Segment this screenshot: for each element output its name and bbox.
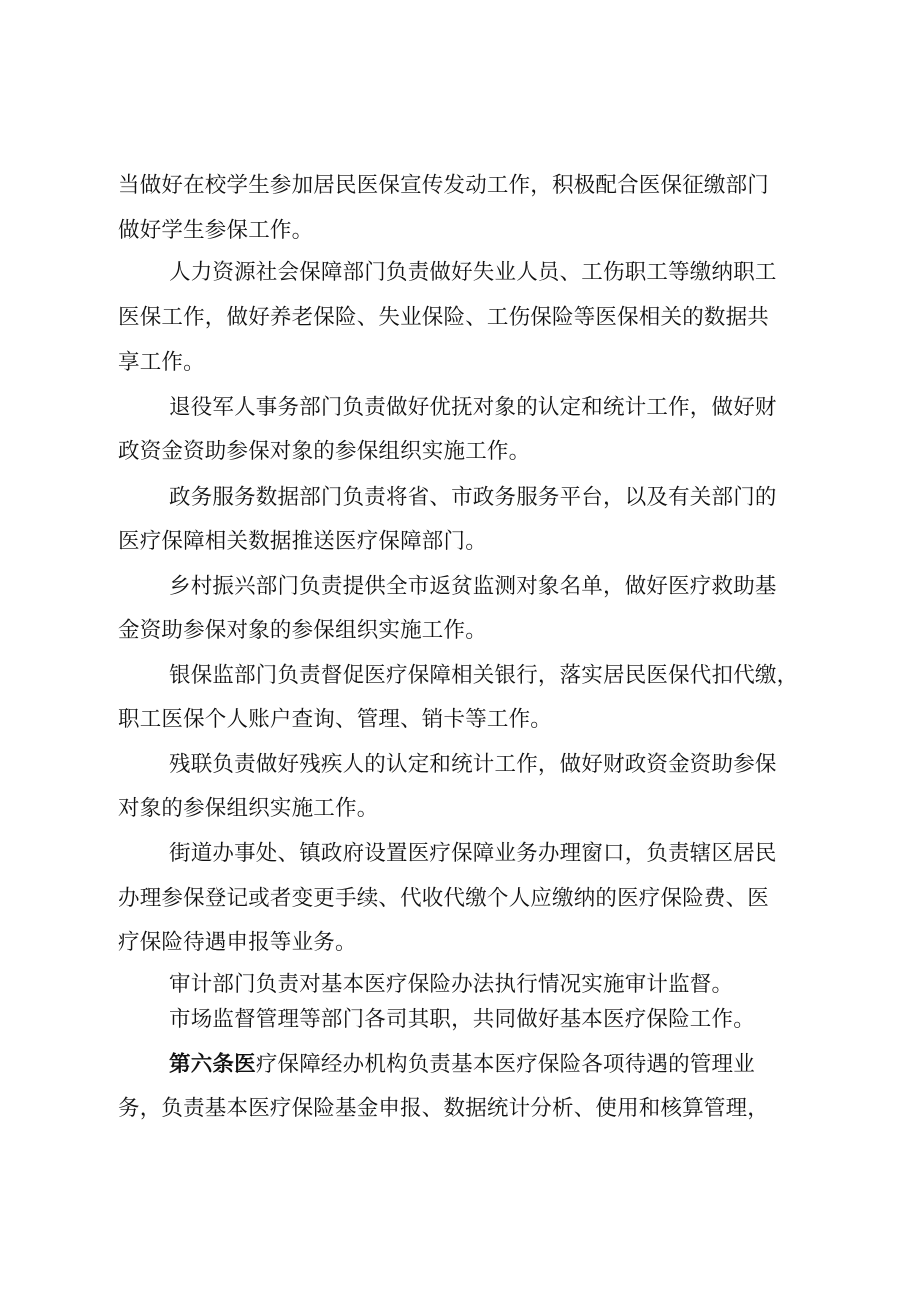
text-line-20: 市场监督管理等部门各司其职，共同做好基本医疗保险工作。	[169, 1007, 755, 1032]
text-line-13: 职工医保个人账户查询、管理、销卡等工作。	[118, 707, 553, 732]
text-line-16: 街道办事处、镇政府设置医疗保障业务办理窗口，负责辖区居民	[169, 841, 777, 866]
text-line-14: 残联负责做好残疾人的认定和统计工作，做好财政资金资助参保	[169, 752, 777, 777]
text-line-17: 办理参保登记或者变更手续、代收代缴个人应缴纳的医疗保险费、医	[118, 886, 770, 911]
text-line-18: 疗保险待遇申报等业务。	[118, 930, 357, 955]
text-line-4: 医保工作，做好养老保险、失业保险、工伤保险等医保相关的数据共	[118, 305, 770, 330]
text-line-2: 做好学生参保工作。	[118, 218, 314, 243]
text-line-7: 政资金资助参保对象的参保组织实施工作。	[118, 439, 531, 464]
article-6-line	[169, 1050, 869, 1080]
article-6-text: 疗保障经办机构负责基本医疗保险各项待遇的管理业	[255, 1052, 755, 1077]
text-line-9: 医疗保障相关数据推送医疗保障部门。	[118, 529, 487, 554]
article-6-heading: 第六条医	[169, 1052, 256, 1077]
text-line-12: 银保监部门负责督促医疗保障相关银行，落实居民医保代扣代缴，	[169, 663, 799, 688]
text-line-10: 乡村振兴部门负责提供全市返贫监测对象名单，做好医疗救助基	[169, 574, 777, 599]
text-line-1: 当做好在校学生参加居民医保宣传发动工作，积极配合医保征缴部门	[118, 173, 770, 198]
text-line-8: 政务服务数据部门负责将省、市政务服务平台，以及有关部门的	[169, 485, 777, 510]
text-line-15: 对象的参保组织实施工作。	[118, 796, 379, 821]
text-line-last: 务，负责基本医疗保险基金申报、数据统计分析、使用和核算管理，	[118, 1096, 770, 1121]
text-line-3: 人力资源社会保障部门负责做好失业人员、工伤职工等缴纳职工	[169, 260, 777, 285]
text-line-11: 金资助参保对象的参保组织实施工作。	[118, 618, 487, 643]
text-line-19: 审计部门负责对基本医疗保险办法执行情况实施审计监督。	[169, 972, 734, 997]
text-line-5: 享工作。	[118, 350, 205, 375]
text-line-6: 退役军人事务部门负责做好优抚对象的认定和统计工作，做好财	[169, 395, 777, 420]
